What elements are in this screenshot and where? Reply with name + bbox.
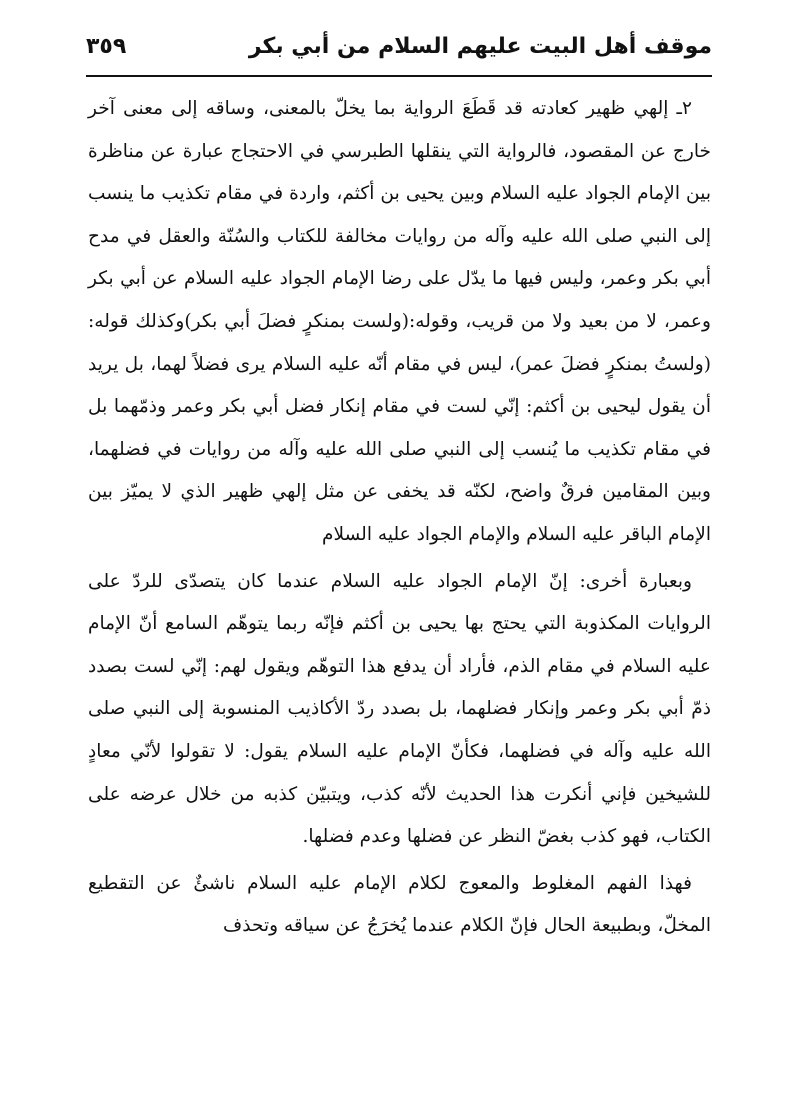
paragraph-point-two: ٢ـ إلهي ظهير كعادته قد قَطَعَ الرواية بما يخلّ بالمعنى، وساقه إلى معنى آخر خارج عن المقصود، فالرواية التي ينقلها الطبرسي في الاحتجاج عبارة عن مناظرة بين الإمام الجواد عليه السلام وبين يحيى بن أكثم، واردة في مقام تكذيب ما ينسب إلى النبي صلى الله عليه وآله من روايات مخالفة للكتاب والسُنّة والعقل في مدح أبي بكر وعمر، وليس فيها ما يدّل على رضا الإمام الجواد عليه السلام عن أبي بكر وعمر، لا من بعيد ولا من قريب، وقوله:(ولست بمنكرٍ فضلَ أبي بكر)وكذلك قوله:(ولستُ بمنكرٍ فضلَ عمر)، ليس في مقام أنّه عليه السلام يرى فضلاً لهما، بل يريد أن يقول ليحيى بن أكثم: إنّي لست في مقام إنكار فضل أبي بكر وعمر وذمّهما بل في مقام تكذيب ما يُنسب إلى النبي صلى الله عليه وآله من روايات في فضلهما، وبين المقامين فرقٌ واضح، لكنّه قد يخفى عن مثل إلهي ظهير الذي لا يميّز بين الإمام الباقر عليه السلام والإمام الجواد عليه السلام — [88, 98, 711, 545]
running-title: موقف أهل البيت عليهم السلام من أبي بكر — [248, 34, 712, 59]
main-text — [88, 88, 711, 948]
paragraph-conclusion: فهذا الفهم المغلوط والمعوج لكلام الإمام عليه السلام ناشئٌ عن التقطيع المخلّ، وبطبيعة الحال فإنّ الكلام عندما يُخرَجُ عن سياقه وتحذف — [88, 872, 711, 937]
running-header — [86, 30, 712, 70]
paragraph-in-other-words: وبعبارة أخرى: إنّ الإمام الجواد عليه السلام عندما كان يتصدّى للردّ على الروايات المكذوبة التي يحتج بها يحيى بن أكثم فإنّه ربما يتوهّم السامع أنّ الإمام عليه السلام في مقام الذم، فأراد أن يدفع هذا التوهّم ويقول لهم: إنّي لست بصدد ذمّ أبي بكر وعمر وإنكار فضلهما، بل بصدد ردّ الأكاذيب المنسوبة إلى النبي صلى الله عليه وآله في فضلهما، فكأنّ الإمام عليه السلام يقول: لا تقولوا لأنّي معادٍ للشيخين فإني أنكرت هذا الحديث لأنّه كذب، ويتبيّن كذبه من خلال عرضه على الكتاب، فهو كذب بغضّ النظر عن فضلها وعدم فضلها. — [88, 570, 711, 848]
page-number: ٣٥٩ — [86, 34, 127, 59]
header-divider — [86, 75, 712, 77]
